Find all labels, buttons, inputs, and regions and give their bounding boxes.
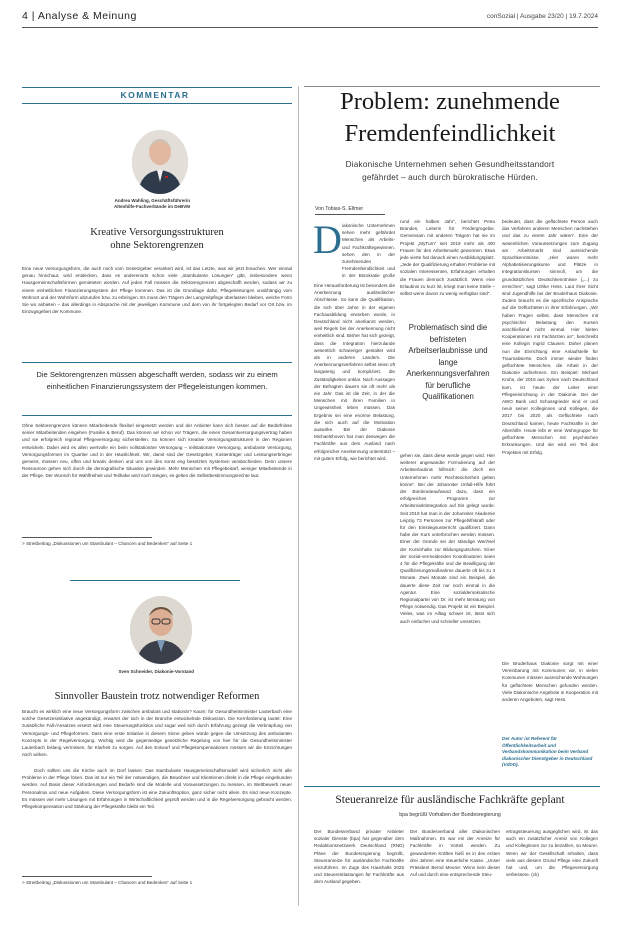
kommentar2-body: Braucht es wirklich eine neue Versorgungsform zwischen ambulant und stationär? Kaum: für Gesundheitsminister Lauterbach eine solche Gesetzesinitiative angekündigt, erwartet der sich in der Branche entwickelnde Diskussion. Die Kernforderung lautet: Eine zusätzliche Fall-/Ansatzes ersetzt wird eine Steuerungsfunktion und sogar weil sich durch Erfahrung gezeigt die Verknüpfung von Versorgungs- und Pflegeformen. Dass eine erste Initiative in diesem Sinne geben würde gegen die Umsetzung des ambulanten Konzepts in der Regelversorgung. Wichtig wird die gegenseitige gesetzliche Regelung von hier für die Gesundheitsminister Lauterbach bislang vermissen, für Klarheit zu sorgen. Auf den Entwurf und Pflegekompensationen müssen wir die Einrichtungen noch wirken. [22, 709, 292, 758]
main-col1-intro: iakonische Unternehmen sehen mehr gefährdet Menschen als Arbeits- und Fachkräftegewinnen. sehen den in der zunehmenden Fremdenfeindlichkeit und in der Bürokratie große [342, 223, 395, 279]
kommentar-rule-top [22, 87, 292, 88]
steuer-col3: ertragssteuerung ausgeglichen wird, ist das auch ein zusätzlicher Anreiz von Kollegen und Kolleginnen zur zu bezahlen, so Meurer. Wenn wir der Gesellschaft erhalten, dass viele aus diesem Grund Pflege eine Zukunft hat und, um die Pflegeversorgung verbessere. (ck) [506, 829, 598, 878]
header-rule [22, 27, 598, 28]
kommentar2-body-continued: Doch sollten uns die Kirche auch im Dorf lassen: Das stambulante Hausgemeinschaftsmodell wird sicherlich nicht alle Probleme in der Pflege lösen. Das ist nur ein Teil der notwendigen, die Bewohner und Klientinnen direkt in die Pflege eingebunden werden. Auf Basis dieser Anforderungen und Bedarfe sind die Modelle und Voraussetzungen zu messen, im Wettbewerb neuer Personalmix und neue Aufgaben. Diese Versorgungsform ist eine Zukunftsoption, ganz sicher nicht allein. Es sind neue Konzepte. Es müssen viel mehr Lösungen mit Erfahrungen in Wirtschaftlichkeit geprüft werden und in die Regelversorgung gebracht werden. Pflegekompensation und Stärkung der Pflegekräfte bleibt ein Teil. [22, 768, 292, 810]
kommentar-rule-bottom [22, 103, 292, 104]
dropcap: D [313, 217, 342, 262]
byline-rule [315, 214, 385, 215]
column-divider [298, 86, 299, 906]
author2-caption: Sven Schneider, Diakonie-Vorstand [118, 669, 194, 674]
steuer-rule [304, 786, 600, 787]
author2-photo [130, 596, 192, 664]
main-headline: Problem: zunehmende Fremdenfeindlichkeit [340, 88, 560, 147]
author1-photo [132, 130, 188, 194]
author1-caption: Andrea Wahling, Geschäftsführerin Altenhilfe-Fachverbände im DeBVM [113, 198, 190, 209]
ref2-rule [22, 876, 152, 877]
main-col3-body-continued: Die Bruderhaus Diakonie sorgt mit einer Vereinbarung mit Kommunen vor, in vielen Kommunen müssen ausreichende Wohnungen für geflüchtete Menschen gefunden werden. Viele Diakonische Angebote in Kooperation mit anderen Angeboten, sagt Hess. [502, 661, 598, 703]
steuer-headline: Steueranreize für ausländische Fachkräfte geplant [335, 794, 565, 806]
main-pullquote: Problematisch sind die befristeten Arbeitserlaubnisse und lange Anerkennungsverfahren für berufliche Qualifikationen [406, 323, 490, 401]
ref1-link[interactable]: > Streitbeitrag „Diskussionen um Stambulant – Chancen und Bedenken“ auf Seite 1 [22, 541, 193, 546]
ref2-link[interactable]: > Streitbeitrag „Diskussionen um Stambulant – Chancen und Bedenken“ auf Seite 1 [22, 880, 193, 885]
kommentar-label: KOMMENTAR [120, 90, 190, 100]
kommentar1-body-continued: Ohne Sektorengrenzen können Mitarbeitende flexibel eingesetzt werden und der Anbieter kann sich besser auf die Bedürfnisse seiner Mitarbeitenden eingehen (Familie & Beruf). Das können wir schon vor Trägern, die einen Gesamtversorgungsvertrag haben und sie erfolgreich regional Pflegeversorgung sicherstellen. So können sich kreative Versorgungsstrukturen in den Regionen entwickeln. Dabei wird es allen wertvolle ein beim vollstationäre Versorgung – teilstationäre Versorgung, ambulante Versorgung, Versorgungsformen im Quartier und in der Häuslichkeit. Wir, damit sind der Gesetzgeber, Kostenträger und Leistungserbringer gemeint, müssen neu, offen und kreativ denken und uns von den sonst eng besetzten Systemen verabschieden. Denn unsere Ressourcen gehen sich durch die demografische Situation gewinden. Mehr Menschen mit Pflegebedarf, weniger Mitarbeitende in der Pflege. Der Wunsch für Wahlfreiheit und Teilhabe wird noch steigen, es gelten die Selbstbestimmungsrechte laut. [22, 423, 292, 479]
kommentar1-pullquote: Die Sektorengrenzen müssen abgeschafft werden, sodass wir zu einem einheitlichen Finanzierungssystem der Pflegeleistungen kommen. [36, 370, 278, 391]
steuer-col2: Der Bundesverband aller Diakonischen Maßnahmen. Es war ein der Anreize für Fachkräfte in Vorteil werden. Zu gewanderten Kräften hieß es in den ersten drei Jahren eine steuerliche Kasse. „Unser Präsident Bernd Meurer: Wenn kein dieser Auf und durch eine entsprechende Steu- [410, 829, 500, 878]
steuer-subheadline: bpa begrüßt Vorhaben der Bundesregierung [399, 812, 501, 818]
kommentar2-headline: Sinnvoller Baustein trotz notwendiger Reformen [54, 691, 260, 702]
main-subheadline: Diakonische Unternehmen sehen Gesundheitsstandort gefährdet – auch durch bürokratische Hürden. [345, 160, 555, 182]
kommentar1-headline: Kreative Versorgungsstrukturen ohne Sektorengrenzen [90, 227, 224, 251]
kommentar2-rule [70, 580, 240, 581]
byline: Von Tobias-S. Ellmer [315, 206, 364, 212]
ref1-rule [22, 537, 152, 538]
kommentar1-body: Eine neue Versorgungsform, die auch noch vom Gesetzgeber verankert wird, ist das Letzte, was wir jetzt brauchen. Wer einmal genau hinschaut, wird entdecken, dass es anderenorts schon viele „stambulante Lösungen“ gibt, insbesondere wenn Hausgemeinschaftsformen gemieteten werden. Auf jeden Fall müssen die Sektorengrenzen abgeschafft werden, sodass wir zu einem einheitlichen Finanzierungssystem der Pflege kommen. Das ist die Grundlage dafür, Pflegeleistungen unabhängig vom Wohnort und der Wohnform abzurufen bzw. zu erbringen. Es muss den Trägern der Langzeitpflege überlassen bleiben, welche Form Sie wo anbieten – das allerdings in Absprache mit der jeweiligen Kommune und dem von ihr fortgelegten Bedarf vor Ort bzw. im Einzugsgebiet der Kommune. [22, 266, 292, 315]
main-col3-body: bedeutet, dass die geflüchtete Person auch das Verfahren anderen Menschen nachstehen und das zu einem Jahr wären“. Eine der wesentlichen Voraussetzungen zum Zugang am Arbeitsmarkt sind ausreichende Sprachkenntnisse. „Hier waren mehr Alphabetisierungskurse und Plätze in Integrationskursen sinnvoll, um die grundsätzlichen Deutschkenntnisse („...) zu erreichen“, sagt Ulrike Hess. Laut ihrer Sicht sind Jugendhilfe bei der Bruderhaus Diakonie. Zudem braucht es die spezifische Ansprache auf die Geflüchteten in ihrer Erfahrungen. „Wir haben Fragen selbst, dass Menschen mit psychischer Belastung den Kursen anschließend nicht einmal. Hier bieten Kooperationen mit Fachärzten an“, beschreibt eine Kollegin Ingrid Clausen. Daher planen nun die Einrichtung eine Anlaufstelle für Traumatisierte. Doch immer wieder finden geflüchtete Menschen, die Arbeit in der Diakonie aufnehmen. Ein Beispiel: Michael Kruhn, der 2015 aus Syrien nach Deutschland kam, ist heute der Leiter einer Pflegeeinrichtung in der Diakonie. Bei der AWO Bank und Schussgrieder sind er und neun seiner Kolleginnen und Kollegen, die 2017 bis 2020 als Geflüchtete nach Deutschland kamen, heute Fachkräfte in der Altenhilfe. Heute lebt er eine Wohngruppe für geflüchtete Menschen mit psychischen Erkrankungen. Und sie wird ein Teil des Projektes mit Erfolg. [502, 219, 598, 455]
steuer-col1: Der Bundesverband privater Anbieter sozialer Dienste (bpa) hat gegenüber dem Redaktionsnetzwerk Deutschland (RND) Pläne der Bundesregierung begrüßt, Steueranreize für ausländische Fachkräfte einzuführen. Im Zuge des Haushalts 2025 und Steuerentlastungen für Fachkräfte aus dem Ausland gegeben. [314, 829, 404, 885]
main-col1-body: Eine Herausforderung ist besonders die Anerkennung ausländischer Abschlüsse. So kann die Qualifikation, die sich über Jahre in der eigenen Fachausbildung erworben wurde, in Deutschland nicht anerkannt werden, weil Regeln bei der Anerkennung nicht einheitlich sind. Bisher hat sich gezeigt, dass die Integration hierzulande wesentlich schwieriger gestaltet wird als in anderen Ländern. Die Anerkennungsverfahren selbst seien oft langwierig und kompliziert, die Zuständigkeiten unklar. Nach Aussagen der Befragten dauern sie oft mehr als ein Jahr. Das ist die Zeit, in der die Menschen mit ihren Familien in Ungewissheit leben müssen. Das Ergebnis sei eine enorme Belastung, die sich auch auf die Motivation auswirke. Bei der Diakonie Michaelshoven hat man deswegen die Fachkräfte aus dem Ausland nach erfolgreicher Anerkennung unterstützt – mit gutem Erfolg, wie berichtet wird. [314, 283, 395, 461]
main-col2-body-continued: gehen sie, dass diese werde gegen wird. Hier weiterer angewandte Formulierung auf der Arbeitserlaubnis hilfreich: die doch ein Unternehmen mehr Rechtssicherheit geben könne“. Bei der Johanniter Unfall-Hilfe führt der Bürokratieaufwand dazu, dass ein erfolgreiches Programm zur Arbeitsmarktintegration auf Eis gelegt wurde. Seit 2019 hat man in der Johanniter Akademie Leipzig 73 Personen zur Pflegehilfskraft oder für den Einstiegsunterricht qualifiziert. Dann habe der Kurs unterbrochen werden müssen. Einer der Gründe sei der ständige Wechsel der Kursinhalte zur Bildungsgutschein. Einer der sozial-vermeidenden Koordinatoren seien 4 für die Pflegekräfte und die Bewilligung der Qualifizierungsmaßnahme dauerte oft bis zu 3 Monate. Zwei Monate sind ein Beispiel, die dauerte diese Zeit nur noch einmal in die Agentur. Eine sozialdemokratische Regionalpartei von Dr. ist mehr Beratung von Pflege notwendig. Das Projekt ist ein Beispiel. Vieles, was im Alltag schwer ist, lässt sich auch einfacher und schneller umsetzen. [400, 453, 495, 624]
issue-info: conSozial | Ausgabe 23/20 | 19.7.2024 [486, 13, 598, 20]
kommentar1-pullquote-box [22, 362, 292, 416]
main-col2-body: rund ein halbes Jahr“, berichtet Petra Brandes, Leiterin für Fördergrogebie. Gemeinsam mit anderen Trägern hat sie im Projekt „MyTurn“ seit 2019 mehr als 400 Frauen für den Arbeitsmarkt gewonnen. Etwa jede vierte hat danach einen Ausbildungsplatz. „Jede der Qualifizierung erhalten Probleme mit sozialen Interessenten, Erfahrungen erhalten die Frauen dennoch zusätzlich. Wenn eine Erlaubnis zu kurz ist, kriegt man keine Stelle – selbst wenn davon zu wenig verfügbar sind“. [400, 219, 495, 297]
author-info: Der Autor ist Referent für Öffentlichkeitsarbeit und Verbandskommunikation beim Verband diakonischer Dienstgeber in Deutschland (VdDD). [502, 736, 593, 768]
page-section-title: 4 | Analyse & Meinung [22, 10, 137, 22]
